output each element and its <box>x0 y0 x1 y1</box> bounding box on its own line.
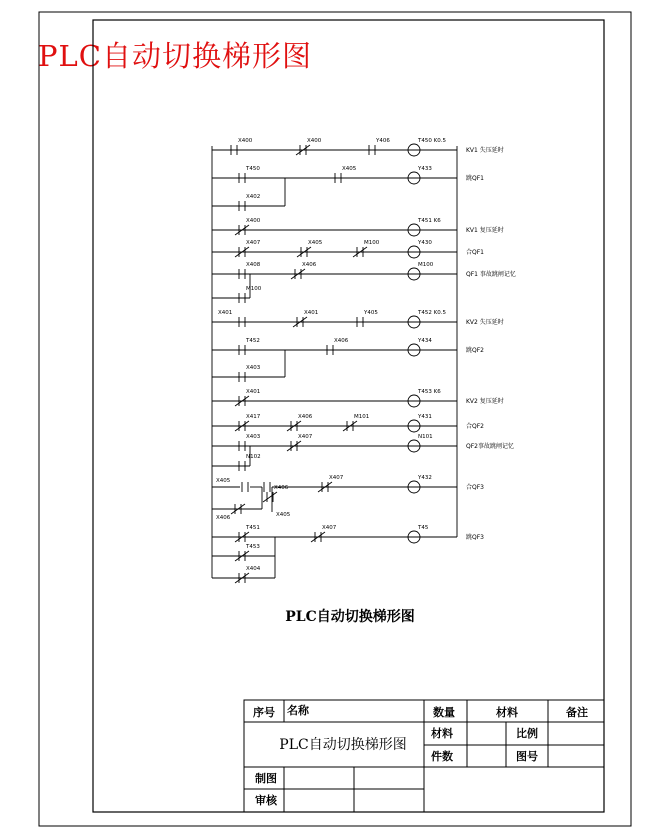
no-contact-label: X408 <box>246 262 261 268</box>
no-contact-label: X402 <box>246 194 261 200</box>
tb-drawn-by-label: 制图 <box>255 772 277 785</box>
coil-label: T45 <box>418 525 429 531</box>
tb-seq-header: 序号 <box>253 706 275 719</box>
coil-label: Y431 <box>418 414 432 420</box>
ladder-labels <box>216 138 516 572</box>
output-description: 跳QF2 <box>466 347 484 354</box>
output-description: KV1 复压延时 <box>466 227 504 234</box>
coil-label: Y432 <box>418 475 432 481</box>
coil-label: T453 K6 <box>418 389 441 395</box>
output-description: KV1 失压延时 <box>466 147 504 154</box>
ladder-diagram <box>212 144 457 583</box>
no-contact-label: X406 <box>334 338 349 344</box>
tb-material-header: 材料 <box>496 706 518 719</box>
output-description: KV2 失压延时 <box>466 319 504 326</box>
inner-border <box>93 20 604 812</box>
nc-contact-label: X401 <box>304 310 319 316</box>
tb-drawing-name: PLC自动切换梯形图 <box>279 737 407 753</box>
nc-contact-label: X407 <box>298 434 313 440</box>
nc-contact-label: T453 <box>246 544 260 550</box>
no-contact-label: N102 <box>246 454 261 460</box>
tb-remark-header: 备注 <box>566 706 588 719</box>
coil-label: Y434 <box>418 338 432 344</box>
nc-contact-label: X400 <box>246 218 261 224</box>
no-contact-label: Y406 <box>376 138 390 144</box>
nc-contact-label: X400 <box>307 138 322 144</box>
nc-contact-label: X417 <box>246 414 261 420</box>
no-contact-label: M100 <box>246 286 262 292</box>
tb-name-header: 名称 <box>287 704 309 717</box>
output-description: 合QF1 <box>466 249 484 256</box>
coil-label: Y430 <box>418 240 432 246</box>
output-description: 跳QF1 <box>466 175 484 182</box>
no-contact-label: X401 <box>218 310 233 316</box>
tb-reviewed-by-label: 审核 <box>255 794 277 807</box>
output-description: QF2事故跳闸记忆 <box>466 443 514 450</box>
output-description: 合QF2 <box>466 423 484 430</box>
output-description: KV2 复压延时 <box>466 398 504 405</box>
coil-label: T452 K0.5 <box>418 310 446 316</box>
no-contact-label: T452 <box>246 338 260 344</box>
tb-qty-header: 数量 <box>433 706 455 719</box>
wire <box>263 492 277 502</box>
nc-contact-label: X406 <box>274 485 289 491</box>
no-contact-label: X400 <box>238 138 253 144</box>
nc-contact-label: X406 <box>298 414 313 420</box>
nc-contact-label: X405 <box>276 512 291 518</box>
no-contact-label: X405 <box>216 478 231 484</box>
tb-material-label: 材料 <box>431 727 453 740</box>
nc-contact-label: X404 <box>246 566 261 572</box>
no-contact-label: X403 <box>246 365 261 371</box>
tb-drawing-no-label: 图号 <box>516 750 538 763</box>
no-contact-label: X405 <box>342 166 357 172</box>
coil-label: T451 K6 <box>418 218 441 224</box>
nc-contact-label: X405 <box>308 240 323 246</box>
outer-border <box>39 12 631 826</box>
nc-contact-label: X406 <box>216 515 231 521</box>
nc-contact-label: X407 <box>322 525 337 531</box>
tb-scale-label: 比例 <box>516 727 538 740</box>
coil-label: Y433 <box>418 166 432 172</box>
output-description: 合QF3 <box>466 484 484 491</box>
nc-contact-label: X406 <box>302 262 317 268</box>
nc-contact-label: M101 <box>354 414 370 420</box>
nc-contact-label: X407 <box>329 475 344 481</box>
page-title: PLC自动切换梯形图 <box>38 39 312 73</box>
nc-contact-label: M100 <box>364 240 380 246</box>
output-description: QF1 事故跳闸记忆 <box>466 271 516 278</box>
no-contact-label: T450 <box>246 166 260 172</box>
diagram-caption: PLC自动切换梯形图 <box>285 609 415 625</box>
no-contact-label: Y405 <box>364 310 378 316</box>
coil-label: T450 K0.5 <box>418 138 446 144</box>
nc-contact-label: X407 <box>246 240 261 246</box>
output-description: 跳QF3 <box>466 534 484 541</box>
nc-contact-label: T451 <box>246 525 260 531</box>
tb-pieces-label: 件数 <box>431 750 453 763</box>
coil-label: M100 <box>418 262 434 268</box>
nc-contact-label: X401 <box>246 389 261 395</box>
coil-label: N101 <box>418 434 433 440</box>
no-contact-label: X403 <box>246 434 261 440</box>
